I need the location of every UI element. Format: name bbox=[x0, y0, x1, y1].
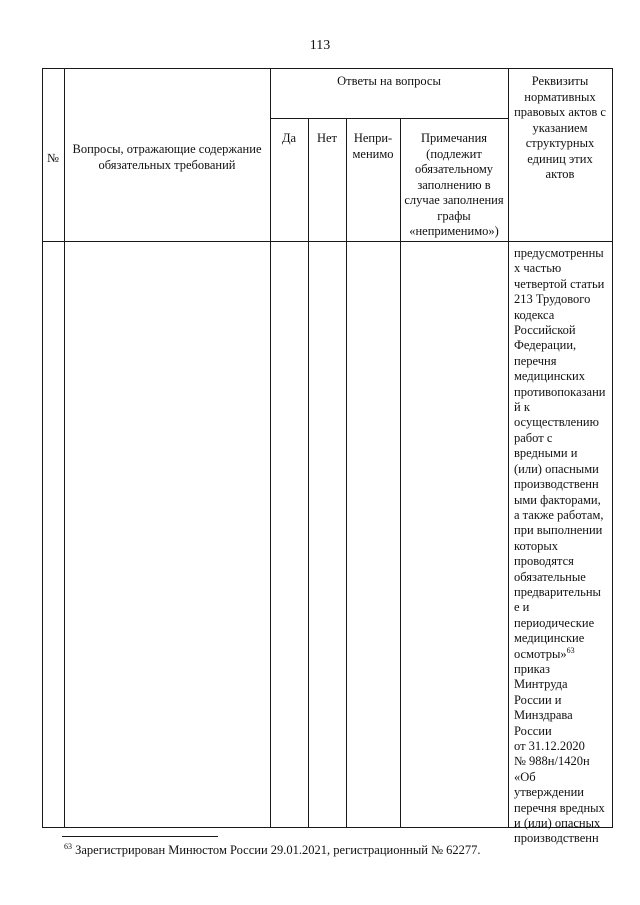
footnote-separator bbox=[62, 836, 218, 837]
footnote-marker: 63 bbox=[64, 841, 72, 851]
footnote-reference: 63 bbox=[566, 645, 575, 655]
requisites-cell-text: предусмотренны х частью четвертой статьи 213 Трудового кодекса Российской Федерации, перечня медицинских противопоказани й к осуществлению работ с вредными и (или) опасными производственн ыми факторами, а также работам, при выполнении которых проводятся обязательные предварительны е и периодические медицинские осмотры»$^{63}$ приказ Минтруда России и Минздрава России от 31.12.2020 № 988н/1420н «Об утверждении перечня вредных и (или) опасных производственн bbox=[514, 246, 606, 846]
table-top-border bbox=[42, 68, 613, 69]
table-left-border bbox=[42, 68, 43, 828]
header-requisites: Реквизиты нормативных правовых актов с указанием структурных единиц этих актов bbox=[514, 74, 606, 181]
header-bottom-border bbox=[42, 241, 613, 242]
header-answers-group: Ответы на вопросы bbox=[337, 74, 441, 88]
footnote-text: Зарегистрирован Минюстом России 29.01.2021, регистрационный № 62277. bbox=[72, 843, 481, 857]
col-divider-questions bbox=[270, 68, 271, 828]
header-notes: Примечания (подлежит обязательному заполнению в случае заполнения графы «неприменимо») bbox=[404, 131, 504, 238]
header-questions: Вопросы, отражающие содержание обязательных требований bbox=[72, 142, 262, 172]
header-no: Нет bbox=[316, 131, 338, 145]
answers-group-divider bbox=[270, 118, 508, 119]
col-divider-yes bbox=[308, 118, 309, 828]
footnote bbox=[64, 843, 624, 858]
header-number: № bbox=[47, 151, 59, 165]
header-yes: Да bbox=[281, 131, 297, 145]
page-number: 113 bbox=[309, 38, 331, 53]
col-divider-no bbox=[346, 118, 347, 828]
col-divider-number bbox=[64, 68, 65, 828]
header-not-applicable: Непри- менимо bbox=[352, 131, 394, 161]
